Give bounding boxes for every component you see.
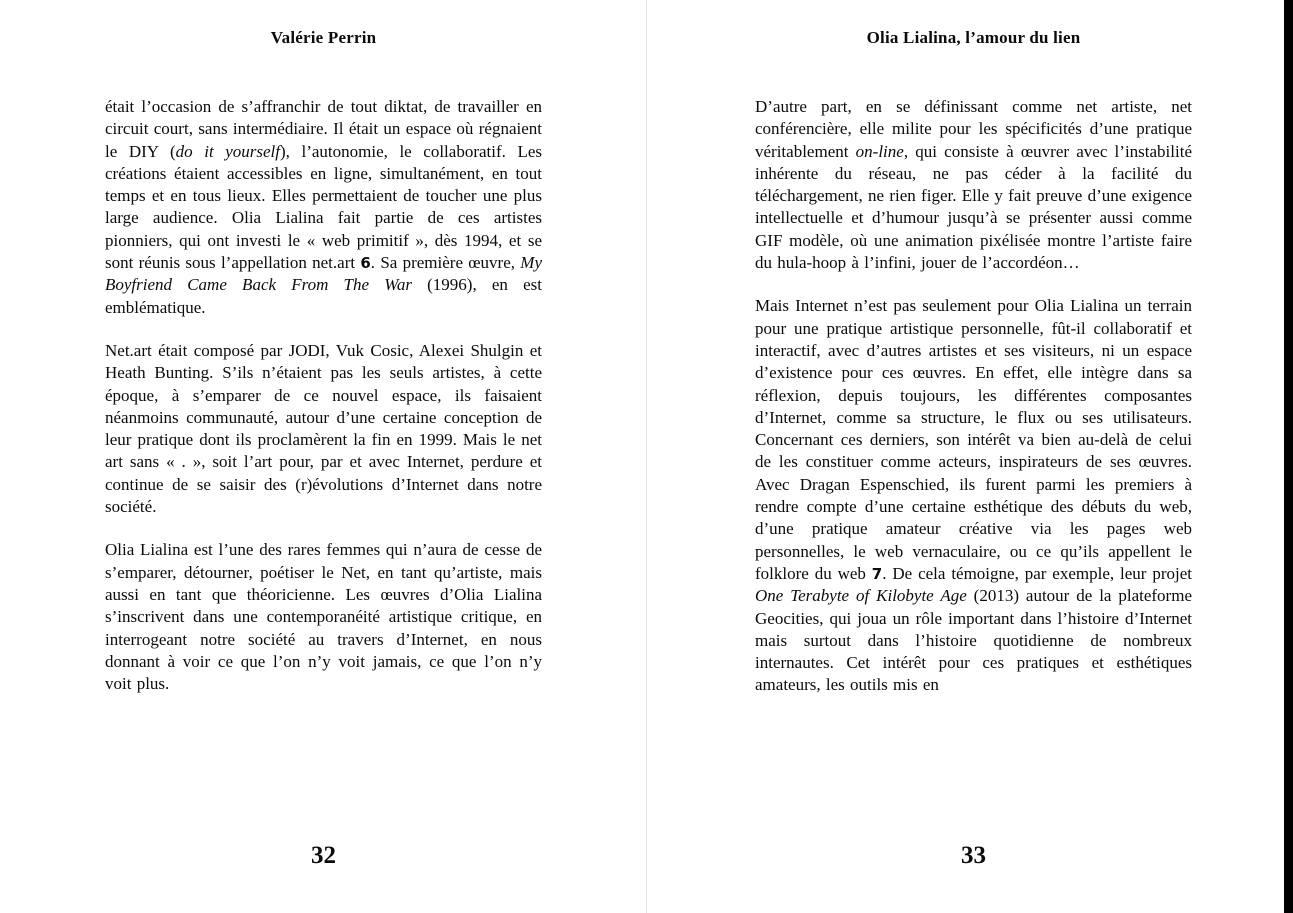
paragraph (755, 96, 1192, 274)
text-run: (2013) autour de la plateforme Geocities, qui joua un rôle important dans l’histoire d’Internet mais surtout dans l’histoire quotidienne de nombreux internautes. Cet intérêt pour ces pratiques et esthétiques amateurs, les outils mis en (755, 586, 1192, 695)
page-right (755, 0, 1192, 913)
text-run: ), l’autonomie, le collaboratif. Les créations étaient accessibles en ligne, simultanément, en tout temps et en tous lieux. Elles permettaient de toucher une plus large audience. Olia Lialina fait partie de ces artistes pionniers, qui ont investi le « web primitif », dès 1994, et se sont réunis sous l’appellation net.art (105, 141, 543, 273)
running-header-right: Olia Lialina, l’amour du lien (866, 28, 1081, 47)
italic-text: One Terabyte of Kilobyte Age (755, 586, 967, 606)
page-right-text (755, 96, 1192, 718)
text-run: (1996), en est emblématique. (105, 275, 542, 317)
text-run: D’autre part, en se définissant comme net artiste, net conférencière, elle milite pour les spécificités d’une pratique véritablement (755, 97, 1192, 161)
paragraph (105, 96, 542, 319)
paragraph (105, 340, 542, 518)
page-left-text (105, 96, 542, 716)
text-run: Mais Internet n’est pas seulement pour Olia Lialina un terrain pour une pratique artistique personnelle, fût-il collaboratif et interactif, avec d’autres artistes et ses visiteurs, ni un espace d’existence pour ces œuvres. En effet, elle intègre dans sa réflexion, depuis toujours, les différentes composantes d’Internet, comme sa structure, le flux ou ses utilisateurs. Concernant ces derniers, son intérêt va bien au-delà de celui de les constituer comme acteurs, inspirateurs de ses œuvres. Avec Dragan Espenschied, ils furent parmi les premiers à rendre compte d’une certaine esthétique des débuts du web, d’une pratique amateur créative via les pages web personnelles, le web vernaculaire, ou ce qu’ils appellent le folklore du web (755, 296, 1192, 583)
text-run: . Sa première œuvre, (370, 253, 521, 273)
page-number-left: 32 (311, 842, 336, 869)
text-run: Olia Lialina est l’une des rares femmes qui n’aura de cesse de s’emparer, détourner, poétiser le Net, en tant qu’artiste, mais aussi en tant que théoricienne. Les œuvres d’Olia Lialina s’inscrivent dans une contemporanéité artistique critique, en interrogeant notre société au travers d’Internet, en nous donnant à voir ce que l’on n’y voit jamais, ce que l’on n’y voit plus. (105, 540, 542, 694)
running-header-left: Valérie Perrin (270, 28, 377, 47)
paragraph (755, 295, 1192, 696)
footnote-ref: 7 (871, 564, 883, 583)
text-run: était l’occasion de s’affranchir de tout diktat, de travailler en circuit court, sans intermédiaire. Il était un espace où régnaient le DIY ( (105, 97, 542, 161)
scan-edge-bar (1284, 0, 1293, 913)
text-run: Net.art était composé par JODI, Vuk Cosic, Alexei Shulgin et Heath Bunting. S’ils n’étaient pas les seuls artistes, à cette époque, à s’emparer de ce nouvel espace, ils faisaient néanmoins communauté, autour d’une certaine conception de leur pratique dont ils proclamèrent la fin en 1999. Mais le net art sans « . », soit l’art pour, par et avec Internet, perdure et continue de se saisir des (r)évolutions d’Internet dans notre société. (105, 340, 542, 517)
paragraph (105, 539, 542, 695)
italic-text: do it yourself (175, 141, 281, 161)
text-run: , qui consiste à œuvrer avec l’instabilité inhérente du réseau, ne pas céder à la facilité du téléchargement, ne rien figer. Elle y fait preuve d’une exigence intellectuelle et d’humour jusqu’à se présenter aussi comme GIF modèle, où une animation pixélisée montre l’artiste faire du hula-hoop à l’infini, jouer de l’accordéon… (755, 141, 1192, 273)
italic-text: on-line (855, 141, 904, 161)
text-run: . De cela témoigne, par exemple, leur projet (882, 563, 1192, 583)
page-number-right: 33 (961, 842, 986, 869)
italic-text: My Boyfriend Came Back From The War (105, 253, 543, 295)
page-left (105, 0, 542, 913)
footnote-ref: 6 (360, 254, 371, 273)
page-gutter-divider (646, 0, 647, 913)
